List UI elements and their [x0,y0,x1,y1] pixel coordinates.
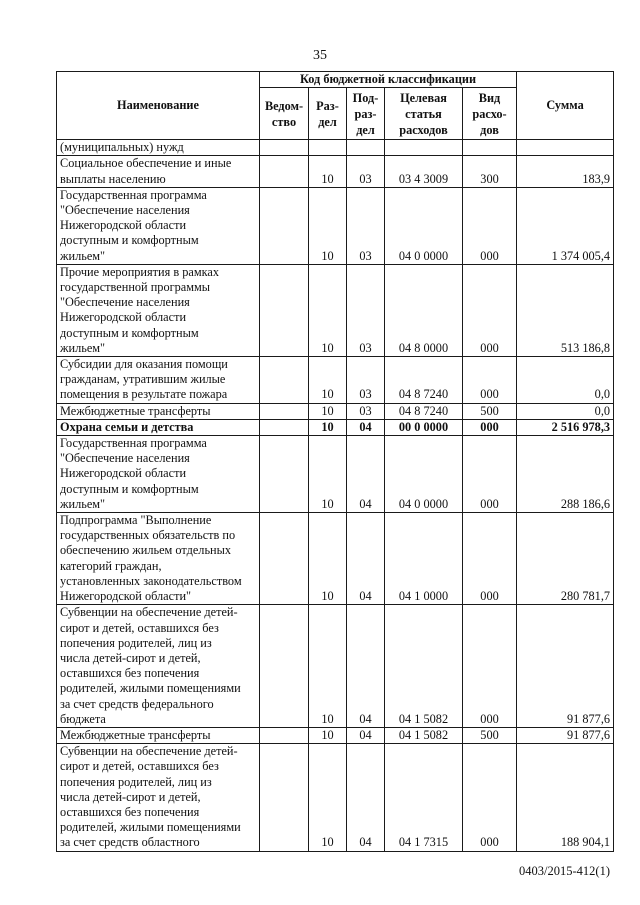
cell-sum: 188 904,1 [517,744,614,851]
cell-target: 04 1 5082 [385,605,463,728]
budget-table [56,71,614,852]
table-row [57,357,614,404]
cell-target: 03 4 3009 [385,156,463,187]
cell-name: Субсидии для оказания помощи гражданам, утратившим жилые помещения в результате пожара [57,357,260,404]
cell-sum: 513 186,8 [517,264,614,356]
cell-sum: 91 877,6 [517,727,614,743]
table-row [57,727,614,743]
cell-section: 10 [309,357,347,404]
cell-subsection: 04 [347,727,385,743]
cell-kind: 000 [463,513,517,605]
cell-section: 10 [309,513,347,605]
cell-kind: 000 [463,357,517,404]
table-row [57,140,614,156]
cell-dept [260,744,309,851]
cell-kind: 000 [463,187,517,264]
cell-target: 04 1 0000 [385,513,463,605]
cell-name: (муниципальных) нужд [57,140,260,156]
cell-sum: 91 877,6 [517,605,614,728]
cell-dept [260,187,309,264]
cell-target: 04 8 0000 [385,264,463,356]
cell-subsection: 04 [347,419,385,435]
page-number: 35 [313,48,327,63]
cell-target: 04 0 0000 [385,187,463,264]
cell-dept [260,140,309,156]
cell-name: Социальное обеспечение и иные выплаты населению [57,156,260,187]
cell-subsection: 03 [347,403,385,419]
table-row [57,156,614,187]
cell-dept [260,513,309,605]
cell-kind: 500 [463,727,517,743]
cell-section [309,140,347,156]
cell-name: Субвенции на обеспечение детей- сирот и детей, оставшихся без попечения родителей, лиц из числа детей-сирот и детей, оставшихся без попечения родителей, жилыми помещениями за счет средств федерального бюджета [57,605,260,728]
table-header [57,72,614,140]
cell-subsection: 03 [347,156,385,187]
cell-sum: 0,0 [517,357,614,404]
cell-name: Охрана семьи и детства [57,419,260,435]
table-row [57,605,614,728]
cell-name: Государственная программа "Обеспечение населения Нижегородской области доступным и комфортным жильем" [57,436,260,513]
header-classification-group: Код бюджетной классификации [260,72,517,88]
cell-kind: 000 [463,605,517,728]
cell-subsection: 03 [347,264,385,356]
cell-section: 10 [309,727,347,743]
header-kind: Вид расхо- дов [463,88,517,140]
cell-dept [260,403,309,419]
cell-target: 04 1 7315 [385,744,463,851]
cell-name: Подпрограмма "Выполнение государственных обязательств по обеспечению жильем отдельных категорий граждан, установленных законодательством Нижегородской области" [57,513,260,605]
cell-subsection: 03 [347,187,385,264]
header-target: Целевая статья расходов [385,88,463,140]
cell-subsection: 04 [347,605,385,728]
cell-target: 04 8 7240 [385,403,463,419]
cell-kind: 300 [463,156,517,187]
document-code: 0403/2015-412(1) [519,864,610,878]
table-body [57,140,614,851]
cell-subsection: 04 [347,744,385,851]
header-dept: Ведом- ство [260,88,309,140]
cell-kind: 000 [463,436,517,513]
table-row [57,744,614,851]
cell-section: 10 [309,264,347,356]
cell-subsection: 03 [347,357,385,404]
table-row [57,264,614,356]
table-row [57,187,614,264]
cell-dept [260,436,309,513]
cell-name: Субвенции на обеспечение детей- сирот и детей, оставшихся без попечения родителей, лиц из числа детей-сирот и детей, оставшихся без попечения родителей, жилыми помещениями за счет средств областного [57,744,260,851]
cell-dept [260,605,309,728]
cell-dept [260,727,309,743]
cell-sum: 2 516 978,3 [517,419,614,435]
cell-target: 00 0 0000 [385,419,463,435]
cell-name: Прочие мероприятия в рамках государственной программы "Обеспечение населения Нижегородской области доступным и комфортным жильем" [57,264,260,356]
header-section: Раз- дел [309,88,347,140]
cell-target: 04 0 0000 [385,436,463,513]
cell-target: 04 8 7240 [385,357,463,404]
cell-sum: 280 781,7 [517,513,614,605]
cell-sum: 0,0 [517,403,614,419]
cell-section: 10 [309,605,347,728]
cell-section: 10 [309,744,347,851]
cell-sum: 1 374 005,4 [517,187,614,264]
cell-section: 10 [309,419,347,435]
cell-kind: 500 [463,403,517,419]
cell-dept [260,357,309,404]
cell-kind [463,140,517,156]
header-sum: Сумма [517,72,614,140]
cell-target [385,140,463,156]
cell-section: 10 [309,187,347,264]
cell-sum [517,140,614,156]
cell-sum: 183,9 [517,156,614,187]
table-row [57,436,614,513]
cell-dept [260,419,309,435]
cell-target: 04 1 5082 [385,727,463,743]
cell-kind: 000 [463,419,517,435]
header-subsection: Под- раз- дел [347,88,385,140]
cell-subsection: 04 [347,436,385,513]
table-row [57,419,614,435]
cell-section: 10 [309,436,347,513]
cell-dept [260,264,309,356]
cell-kind: 000 [463,744,517,851]
cell-kind: 000 [463,264,517,356]
cell-name: Межбюджетные трансферты [57,403,260,419]
cell-name: Государственная программа "Обеспечение населения Нижегородской области доступным и комфортным жильем" [57,187,260,264]
cell-sum: 288 186,6 [517,436,614,513]
cell-name: Межбюджетные трансферты [57,727,260,743]
cell-section: 10 [309,156,347,187]
table-row [57,513,614,605]
cell-dept [260,156,309,187]
cell-subsection [347,140,385,156]
table-row [57,403,614,419]
header-name: Наименование [57,72,260,140]
cell-section: 10 [309,403,347,419]
cell-subsection: 04 [347,513,385,605]
